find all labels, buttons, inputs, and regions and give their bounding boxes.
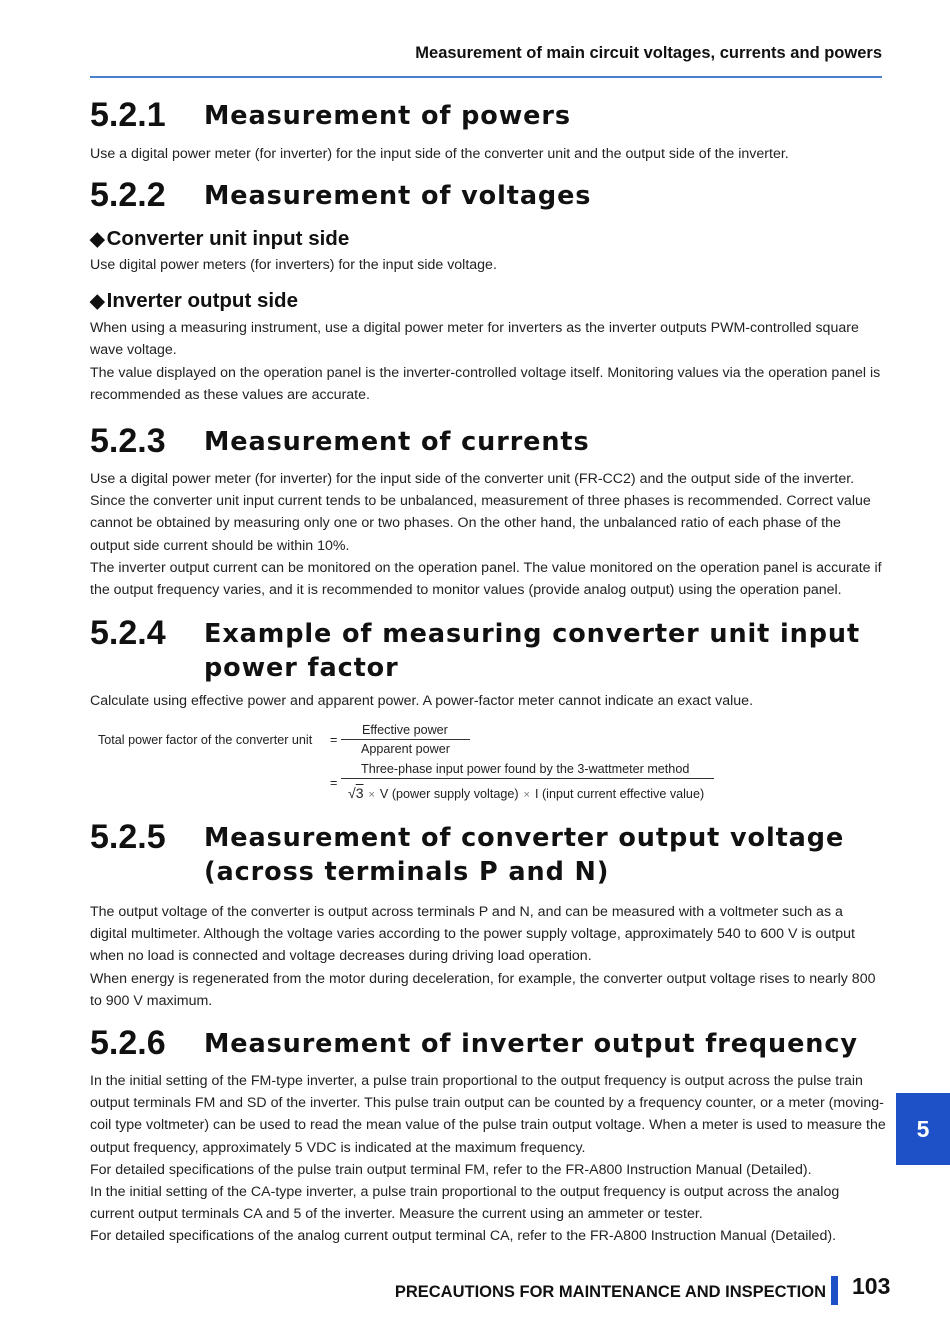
- footer-accent-bar: [831, 1276, 838, 1305]
- paragraph: Use a digital power meter (for inverter) for the input side of the converter unit (FR-CC2) and the output side of the inverter.: [90, 471, 855, 487]
- section-title-line: Measurement of converter output voltage: [204, 823, 845, 853]
- section-title: Measurement of currents: [204, 427, 590, 457]
- sqrt-value: 3: [355, 785, 364, 801]
- running-header: Measurement of main circuit voltages, currents and powers: [415, 44, 882, 62]
- sqrt-symbol-icon: √: [348, 785, 356, 801]
- subheading-text: Converter unit input side: [106, 227, 350, 250]
- subheading-text: Inverter output side: [106, 289, 298, 313]
- paragraph: For detailed specifications of the pulse train output terminal FM, refer to the FR-A800 Instruction Manual (Detailed).: [90, 1161, 812, 1178]
- paragraph: Use digital power meters (for inverters) for the input side voltage.: [90, 257, 497, 273]
- chapter-tab[interactable]: 5: [896, 1093, 950, 1165]
- subheading-converter-input: [90, 226, 882, 253]
- denominator-term: V (power supply voltage): [379, 787, 519, 801]
- equals-sign: =: [330, 776, 338, 790]
- section-5-2-4: [90, 616, 882, 712]
- section-number: 5.2.6: [90, 1024, 166, 1062]
- paragraph: In the initial setting of the FM-type inverter, a pulse train proportional to the output frequency is output across the pulse train output terminals FM and SD of the inverter. This pulse train output can be counted by a frequency counter, or a meter (moving-coil type voltmeter) can be used to read the mean value of the pulse train output voltage. When a meter is used to measure the output frequency, approximately 5 VDC is indicated at the maximum frequency.: [90, 1073, 886, 1156]
- section-5-2-2: [90, 178, 882, 406]
- section-number: 5.2.3: [90, 422, 166, 460]
- denominator-term: I (input current effective value): [534, 787, 705, 801]
- diamond-bullet-icon: ◆: [90, 291, 105, 313]
- section-number: 5.2.2: [90, 176, 166, 214]
- section-title: [204, 616, 860, 685]
- paragraph: In the initial setting of the CA-type inverter, a pulse train proportional to the output frequency is output across the analog current output terminals CA and 5 of the inverter. Measure the current using an ammeter or tester.: [90, 1184, 840, 1223]
- section-5-2-3: [90, 424, 882, 601]
- paragraph: The output voltage of the converter is output across terminals P and N, and can be measured with a voltmeter such as a digital multimeter. Although the voltage varies according to the power supply voltage, approximately 540 to 600 V is output when no load is connected and voltage decreases during driving load operation.: [90, 904, 856, 965]
- header-rule: [90, 76, 882, 78]
- section-title: Measurement of voltages: [204, 181, 592, 211]
- diamond-bullet-icon: ◆: [90, 229, 105, 250]
- subheading-inverter-output: [90, 288, 882, 315]
- power-factor-formula: [98, 720, 738, 810]
- page-number: 103: [852, 1273, 891, 1299]
- footer-chapter-title: PRECAUTIONS FOR MAINTENANCE AND INSPECTION: [394, 1283, 826, 1301]
- paragraph: When energy is regenerated from the motor during deceleration, for example, the converter output voltage rises to nearly 800 to 900 V maximum.: [90, 970, 876, 1009]
- times-sign: ×: [523, 789, 530, 801]
- section-5-2-1: [90, 98, 882, 165]
- fraction-bar: [341, 739, 470, 740]
- section-title: Measurement of powers: [204, 101, 571, 131]
- fraction-bar: [341, 778, 714, 779]
- paragraph: For detailed specifications of the analog current output terminal CA, refer to the FR-A800 Instruction Manual (Detailed).: [90, 1228, 837, 1245]
- section-number: 5.2.4: [90, 614, 166, 652]
- section-title-line: power factor: [204, 653, 399, 683]
- paragraph: Use a digital power meter (for inverter) for the input side of the converter unit and the output side of the inverter.: [90, 146, 789, 162]
- section-number: 5.2.5: [90, 818, 166, 856]
- paragraph: Since the converter unit input current tends to be unbalanced, measurement of three phases is recommended. Correct value cannot be obtained by measuring only one or two phases. On the other hand, the unbalanced ratio of each phase of the output side current should be within 10%.: [90, 493, 871, 554]
- section-title: Measurement of inverter output frequency: [204, 1029, 858, 1059]
- section-title-line: (across terminals P and N): [204, 857, 610, 887]
- fraction-numerator: Effective power: [362, 723, 448, 737]
- fraction-numerator: Three-phase input power found by the 3-wattmeter method: [361, 762, 690, 776]
- formula-label: Total power factor of the converter unit: [98, 733, 313, 747]
- section-5-2-6: [90, 1024, 886, 1248]
- section-5-2-5: [90, 820, 882, 1012]
- paragraph: The value displayed on the operation panel is the inverter-controlled voltage itself. Monitoring values via the operation panel is recommended as these values are accurate.: [90, 364, 881, 403]
- equals-sign: =: [330, 733, 338, 747]
- section-number: 5.2.1: [90, 96, 166, 134]
- paragraph: Calculate using effective power and apparent power. A power-factor meter cannot indicate an exact value.: [90, 693, 754, 709]
- section-title: [204, 820, 844, 889]
- paragraph: The inverter output current can be monitored on the operation panel. The value monitored on the operation panel is accurate if the output frequency varies, and it is recommended to monitor values (provide analog output) using the operation panel.: [90, 559, 882, 599]
- paragraph: When using a measuring instrument, use a digital power meter for inverters as the inverter outputs PWM-controlled square wave voltage.: [90, 320, 859, 359]
- square-root: [348, 785, 363, 801]
- section-title-line: Example of measuring converter unit input: [204, 619, 861, 649]
- times-sign: ×: [368, 789, 375, 801]
- fraction-denominator: [348, 785, 704, 801]
- fraction-denominator: Apparent power: [361, 742, 450, 756]
